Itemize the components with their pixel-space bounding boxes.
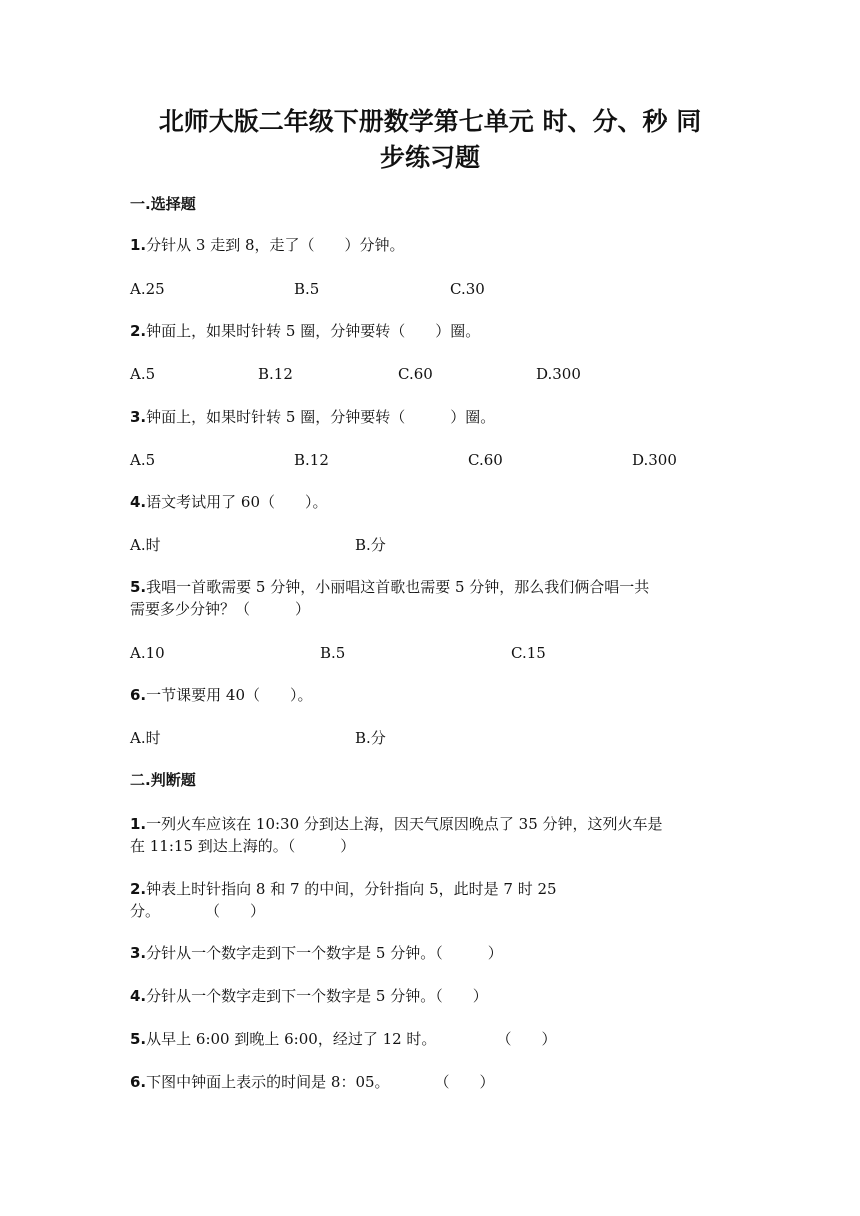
question-text: 分针从 3 走到 8，走了（ ）分钟。 (146, 236, 405, 254)
option-b[interactable]: B.5 (294, 280, 320, 298)
option-a[interactable]: A.时 (130, 536, 161, 554)
option-c[interactable]: C.60 (468, 451, 503, 469)
question-number: 2. (130, 322, 147, 340)
question-text-line-1: 钟表上时针指向 8 和 7 的中间，分针指向 5，此时是 7 时 25 (146, 880, 557, 898)
options-1-3 (130, 449, 730, 471)
question-number: 4. (130, 987, 147, 1005)
question-2-4 (130, 985, 730, 1007)
question-number: 6. (130, 1073, 147, 1091)
question-text-line-2: 需要多少分钟？（ ） (130, 600, 311, 618)
option-d[interactable]: D.300 (536, 365, 581, 383)
question-number: 5. (130, 1030, 147, 1048)
options-1-4 (130, 534, 730, 556)
question-1-5 (130, 576, 730, 598)
question-number: 1. (130, 815, 147, 833)
option-b[interactable]: B.5 (320, 644, 346, 662)
section-heading-true-false: 二.判断题 (130, 771, 196, 789)
title-line-1: 北师大版二年级下册数学第七单元 时、分、秒 同 (158, 107, 702, 136)
question-text: 分针从一个数字走到下一个数字是 5 分钟。（ ） (146, 944, 503, 962)
option-b[interactable]: B.12 (258, 365, 293, 383)
question-2-1-continued (130, 835, 730, 857)
question-1-5-continued (130, 598, 730, 620)
question-text-line-2: 在 11:15 到达上海的。（ ） (130, 837, 356, 855)
option-a[interactable]: A.5 (130, 365, 156, 383)
question-1-1 (130, 234, 730, 256)
question-text: 下图中钟面上表示的时间是 8：05。 （ ） (146, 1073, 495, 1091)
question-2-2-continued (130, 900, 730, 922)
question-number: 5. (130, 578, 147, 596)
question-1-2 (130, 320, 730, 342)
question-1-3 (130, 406, 730, 428)
options-1-1 (130, 278, 730, 300)
question-number: 3. (130, 944, 147, 962)
option-d[interactable]: D.300 (632, 451, 677, 469)
option-a[interactable]: A.25 (130, 280, 165, 298)
question-1-6 (130, 684, 730, 706)
question-text: 从早上 6:00 到晚上 6:00，经过了 12 时。 （ ） (146, 1030, 557, 1048)
options-1-6 (130, 727, 730, 749)
options-1-2 (130, 363, 730, 385)
options-1-5 (130, 642, 730, 664)
question-2-5 (130, 1028, 730, 1050)
question-number: 2. (130, 880, 147, 898)
question-text-line-2: 分。 （ ） (130, 902, 266, 920)
option-b[interactable]: B.分 (355, 729, 386, 747)
question-number: 4. (130, 493, 147, 511)
option-a[interactable]: A.5 (130, 451, 156, 469)
section-heading-multiple-choice: 一.选择题 (130, 195, 196, 213)
option-c[interactable]: C.60 (398, 365, 433, 383)
question-2-2 (130, 878, 730, 900)
question-2-3 (130, 942, 730, 964)
question-text: 分针从一个数字走到下一个数字是 5 分钟。（ ） (146, 987, 488, 1005)
question-text-line-1: 我唱一首歌需要 5 分钟，小丽唱这首歌也需要 5 分钟，那么我们俩合唱一共 (146, 578, 650, 596)
question-text: 一节课要用 40（ ）。 (146, 686, 313, 704)
question-text: 语文考试用了 60（ ）。 (146, 493, 328, 511)
option-a[interactable]: A.10 (130, 644, 165, 662)
title-line-2: 步练习题 (379, 143, 480, 172)
option-a[interactable]: A.时 (130, 729, 161, 747)
option-b[interactable]: B.12 (294, 451, 329, 469)
question-number: 6. (130, 686, 147, 704)
question-number: 1. (130, 236, 147, 254)
option-b[interactable]: B.分 (355, 536, 386, 554)
question-2-6 (130, 1071, 730, 1093)
question-text: 钟面上，如果时针转 5 圈，分钟要转（ ）圈。 (146, 408, 496, 426)
page-title (130, 104, 730, 176)
question-1-4 (130, 491, 730, 513)
question-text-line-1: 一列火车应该在 10:30 分到达上海，因天气原因晚点了 35 分钟，这列火车是 (146, 815, 663, 833)
question-number: 3. (130, 408, 147, 426)
question-2-1 (130, 813, 730, 835)
question-text: 钟面上，如果时针转 5 圈，分钟要转（ ）圈。 (146, 322, 481, 340)
option-c[interactable]: C.15 (511, 644, 546, 662)
option-c[interactable]: C.30 (450, 280, 485, 298)
